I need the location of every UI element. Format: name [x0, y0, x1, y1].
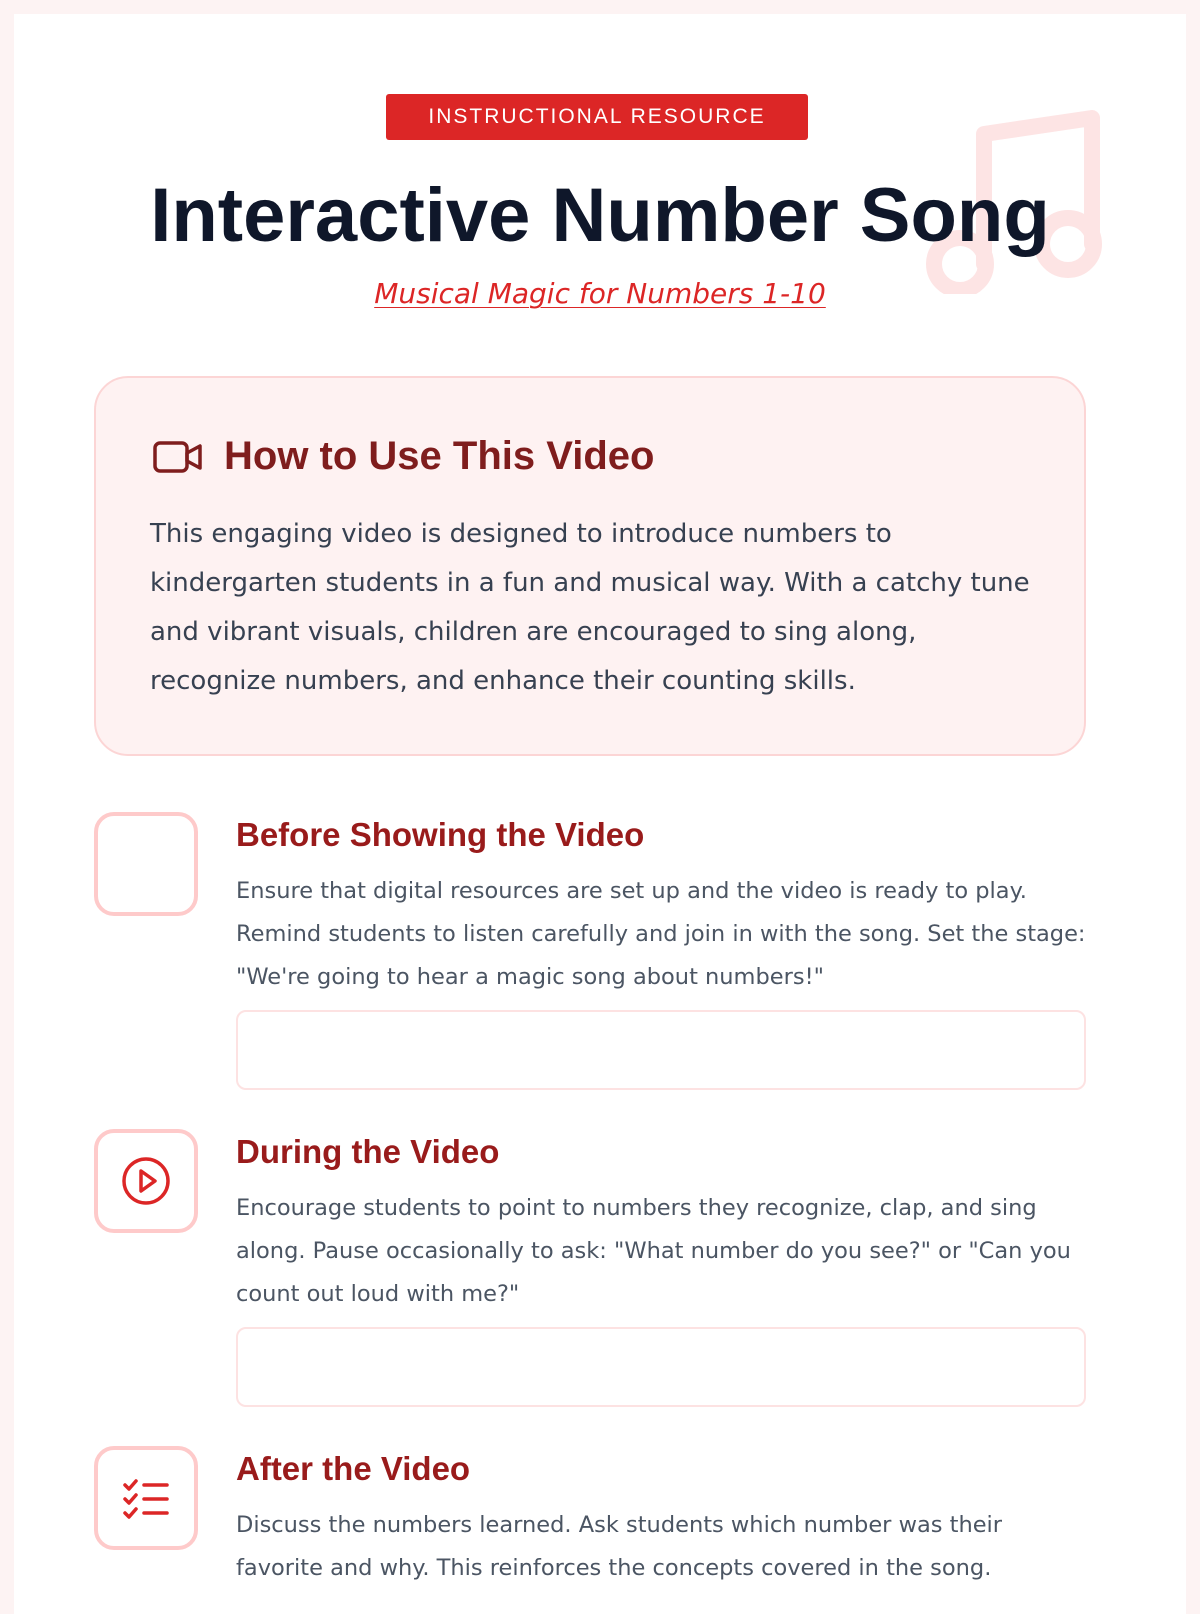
step-text: Encourage students to point to numbers they recognize, clap, and sing along. Pause occasionally to ask: "What number do you see?" or "Can you count out loud with me?" — [236, 1195, 1071, 1307]
how-to-use-body: This engaging video is designed to introduce numbers to kindergarten students in a fun and musical way. With a catchy tune and vibrant visuals, children are encouraged to sing along, recognize numbers, and enhance their counting skills. — [150, 519, 1030, 696]
play-circle-icon-frame — [94, 1129, 198, 1233]
document-sheet — [14, 14, 1186, 1614]
how-to-use-title: How to Use This Video — [224, 434, 655, 478]
how-to-use-card — [94, 376, 1086, 756]
before-video-notes-box[interactable] — [236, 1010, 1086, 1090]
step-title: Before Showing the Video — [236, 816, 645, 853]
how-to-use-header — [152, 434, 654, 479]
page-subtitle: Musical Magic for Numbers 1-10 — [374, 277, 826, 310]
step-title: During the Video — [236, 1133, 500, 1170]
resource-badge: INSTRUCTIONAL RESOURCE — [386, 94, 808, 140]
during-video-notes-box[interactable] — [236, 1327, 1086, 1407]
step-title: After the Video — [236, 1450, 471, 1487]
checklist-icon — [120, 1472, 172, 1524]
video-camera-icon — [152, 437, 204, 477]
step-text: Discuss the numbers learned. Ask students which number was their favorite and why. This reinforces the concepts covered in the song. — [236, 1512, 1003, 1581]
step-text: Ensure that digital resources are set up and the video is ready to play. Remind students to listen carefully and join in with the song. Set the stage: "We're going to hear a magic song about numbers!" — [236, 878, 1086, 990]
checklist-icon-frame — [94, 1446, 198, 1550]
play-circle-icon — [120, 1155, 172, 1207]
page-title: Interactive Number Song — [150, 173, 1050, 258]
empty-icon — [94, 812, 198, 916]
